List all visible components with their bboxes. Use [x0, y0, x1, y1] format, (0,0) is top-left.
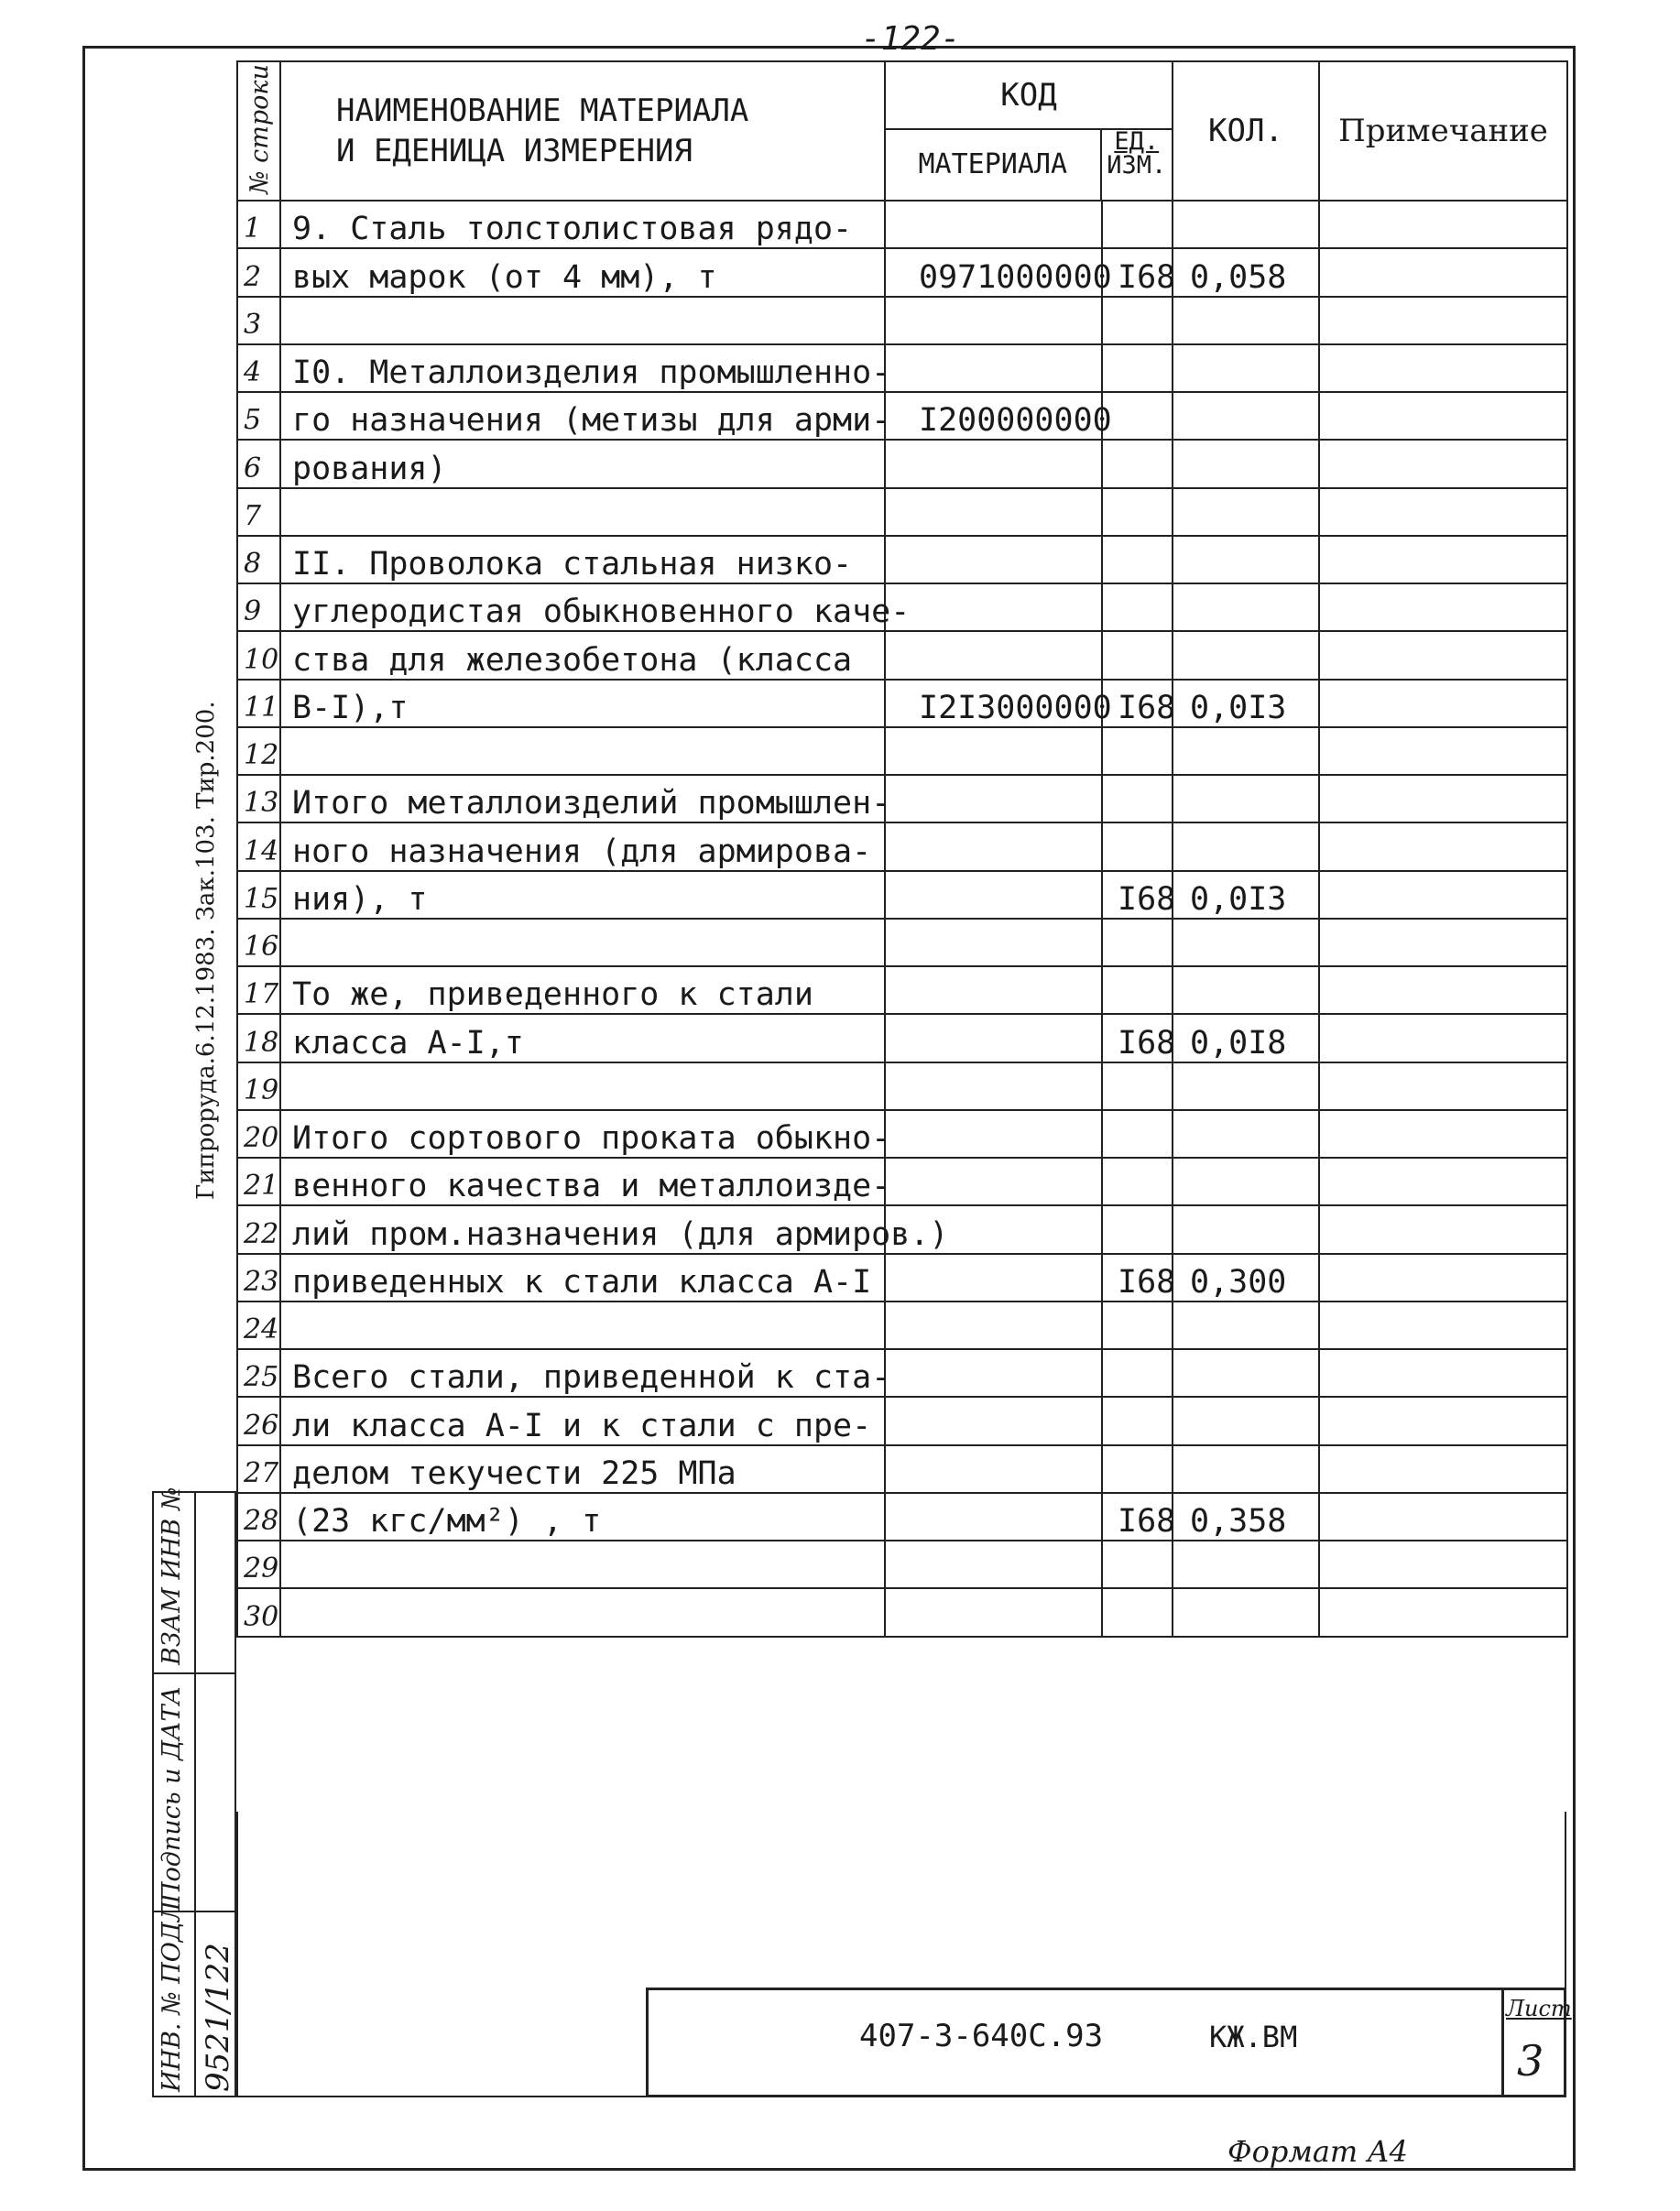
table-row — [237, 919, 1567, 966]
header-qty: КОЛ. — [1173, 61, 1319, 201]
row-number: 29 — [237, 1541, 280, 1588]
note — [1319, 1541, 1567, 1588]
material-code — [885, 822, 1102, 870]
header-row-no-label: № строки — [245, 64, 274, 194]
row-number: 11 — [237, 680, 280, 727]
note — [1319, 488, 1567, 536]
note — [1319, 392, 1567, 440]
table-row — [237, 488, 1567, 536]
material-name: го назначения (метизы для арми- — [280, 392, 885, 440]
material-code — [885, 1349, 1102, 1397]
unit-code — [1102, 297, 1173, 344]
header-material-label: МАТЕРИАЛА — [886, 130, 1102, 200]
material-code — [885, 1062, 1102, 1110]
quantity — [1173, 1349, 1319, 1397]
note — [1319, 344, 1567, 392]
quantity — [1173, 919, 1319, 966]
row-number: 12 — [237, 727, 280, 775]
sheet-label: Лист — [1506, 1996, 1572, 2021]
print-info: Гипроруда.6.12.1983. Зак.103. Тир.200. — [192, 701, 220, 1200]
material-name: То же, приведенного к стали — [280, 966, 885, 1014]
row-number: 3 — [237, 297, 280, 344]
unit-code — [1102, 966, 1173, 1014]
note — [1319, 1110, 1567, 1158]
quantity — [1173, 344, 1319, 392]
inv-value: 9521/122 — [200, 1943, 236, 2092]
unit-code — [1102, 775, 1173, 822]
material-code — [885, 1158, 1102, 1205]
material-name: ли класса А-I и к стали с пре- — [280, 1397, 885, 1444]
row-number: 30 — [237, 1588, 280, 1636]
replace-label: ВЗАМ ИНВ № — [158, 1487, 186, 1665]
header-name-line1: НАИМЕНОВАНИЕ МАТЕРИАЛА — [336, 93, 749, 129]
unit-code — [1102, 727, 1173, 775]
row-number: 27 — [237, 1445, 280, 1493]
sheet-number: 3 — [1517, 2036, 1544, 2086]
material-code — [885, 201, 1102, 248]
quantity — [1173, 1302, 1319, 1349]
header-unit-line2: ИЗМ. — [1107, 151, 1167, 180]
unit-code — [1102, 1541, 1173, 1588]
row-number: 10 — [237, 631, 280, 679]
row-number: 7 — [237, 488, 280, 536]
table-row — [237, 822, 1567, 870]
side-stamp-replace — [152, 1487, 236, 1674]
header-code — [885, 61, 1173, 201]
table-row — [237, 631, 1567, 679]
material-name: делом текучести 225 МПа — [280, 1445, 885, 1493]
unit-code: I68 — [1102, 1014, 1173, 1062]
material-code — [885, 536, 1102, 583]
note — [1319, 871, 1567, 919]
note — [1319, 775, 1567, 822]
material-name: приведенных к стали класса А-I — [280, 1254, 885, 1302]
row-number: 19 — [237, 1062, 280, 1110]
table-row — [237, 1254, 1567, 1302]
table-row — [237, 1302, 1567, 1349]
table-row — [237, 1349, 1567, 1397]
table-row — [237, 1397, 1567, 1444]
material-name: лий пром.назначения (для армиров.) — [280, 1205, 885, 1253]
note — [1319, 440, 1567, 487]
table-row — [237, 583, 1567, 631]
quantity — [1173, 1205, 1319, 1253]
quantity: 0,0I8 — [1173, 1014, 1319, 1062]
unit-code — [1102, 1302, 1173, 1349]
quantity — [1173, 775, 1319, 822]
quantity — [1173, 536, 1319, 583]
material-name: рования) — [280, 440, 885, 487]
unit-code — [1102, 440, 1173, 487]
unit-code — [1102, 1062, 1173, 1110]
row-number: 1 — [237, 201, 280, 248]
row-number: 24 — [237, 1302, 280, 1349]
row-number: 5 — [237, 392, 280, 440]
quantity: 0,358 — [1173, 1493, 1319, 1541]
quantity — [1173, 297, 1319, 344]
quantity — [1173, 440, 1319, 487]
quantity — [1173, 1062, 1319, 1110]
row-number: 18 — [237, 1014, 280, 1062]
quantity: 0,0I3 — [1173, 871, 1319, 919]
unit-code — [1102, 583, 1173, 631]
header-code-label: КОД — [886, 62, 1172, 130]
table-row — [237, 1110, 1567, 1158]
note — [1319, 201, 1567, 248]
header-row-no — [237, 61, 280, 201]
material-name — [280, 297, 885, 344]
material-code — [885, 1397, 1102, 1444]
table-row — [237, 1158, 1567, 1205]
document-mark: КЖ.ВМ — [1209, 2020, 1298, 2054]
row-number: 25 — [237, 1349, 280, 1397]
note — [1319, 1349, 1567, 1397]
material-name — [280, 1588, 885, 1636]
unit-code — [1102, 1205, 1173, 1253]
quantity — [1173, 392, 1319, 440]
material-name: (23 кгс/мм²) , т — [280, 1493, 885, 1541]
header-name — [280, 61, 885, 201]
unit-code — [1102, 392, 1173, 440]
table-row — [237, 871, 1567, 919]
material-name: Всего стали, приведенной к ста- — [280, 1349, 885, 1397]
row-number: 20 — [237, 1110, 280, 1158]
note — [1319, 1302, 1567, 1349]
table-row — [237, 727, 1567, 775]
material-name: ния), т — [280, 871, 885, 919]
unit-code — [1102, 1110, 1173, 1158]
quantity: 0,058 — [1173, 248, 1319, 296]
row-number: 8 — [237, 536, 280, 583]
table-row — [237, 1588, 1567, 1636]
material-code — [885, 488, 1102, 536]
table-header-row — [237, 61, 1567, 201]
row-number: 28 — [237, 1493, 280, 1541]
table-row — [237, 344, 1567, 392]
unit-code — [1102, 1158, 1173, 1205]
note — [1319, 248, 1567, 296]
note — [1319, 1493, 1567, 1541]
note — [1319, 583, 1567, 631]
note — [1319, 727, 1567, 775]
unit-code — [1102, 1349, 1173, 1397]
quantity — [1173, 822, 1319, 870]
row-number: 17 — [237, 966, 280, 1014]
header-note: Примечание — [1319, 61, 1567, 201]
note — [1319, 1158, 1567, 1205]
material-code — [885, 631, 1102, 679]
quantity — [1173, 583, 1319, 631]
material-name — [280, 919, 885, 966]
materials-table — [236, 60, 1568, 1638]
material-code — [885, 1254, 1102, 1302]
material-name — [280, 1062, 885, 1110]
note — [1319, 536, 1567, 583]
material-code — [885, 1014, 1102, 1062]
note — [1319, 1014, 1567, 1062]
material-name: ства для железобетона (класса — [280, 631, 885, 679]
table-row — [237, 440, 1567, 487]
format-label: Формат А4 — [1227, 2134, 1409, 2169]
material-name — [280, 1302, 885, 1349]
row-number: 22 — [237, 1205, 280, 1253]
quantity — [1173, 1541, 1319, 1588]
quantity — [1173, 1445, 1319, 1493]
material-name: углеродистая обыкновенного каче- — [280, 583, 885, 631]
row-number: 13 — [237, 775, 280, 822]
note — [1319, 631, 1567, 679]
note — [1319, 297, 1567, 344]
table-row — [237, 1493, 1567, 1541]
material-name: класса А-I,т — [280, 1014, 885, 1062]
material-name: В-I),т — [280, 680, 885, 727]
material-code — [885, 727, 1102, 775]
note — [1319, 1397, 1567, 1444]
row-number: 15 — [237, 871, 280, 919]
side-stamp-inv — [152, 1901, 236, 2097]
note — [1319, 1445, 1567, 1493]
material-code: 0971000000 — [885, 248, 1102, 296]
table-row — [237, 775, 1567, 822]
side-stamp-sign — [152, 1672, 236, 1912]
row-number: 2 — [237, 248, 280, 296]
table-row — [237, 248, 1567, 296]
unit-code — [1102, 488, 1173, 536]
note — [1319, 680, 1567, 727]
material-name: II. Проволока стальная низко- — [280, 536, 885, 583]
unit-code — [1102, 201, 1173, 248]
unit-code — [1102, 1588, 1173, 1636]
quantity — [1173, 727, 1319, 775]
table-row — [237, 536, 1567, 583]
inv-label: ИНВ. № ПОДЛ — [158, 1901, 186, 2092]
unit-code — [1102, 631, 1173, 679]
material-code — [885, 297, 1102, 344]
quantity — [1173, 1158, 1319, 1205]
unit-code — [1102, 344, 1173, 392]
row-number: 4 — [237, 344, 280, 392]
quantity: 0,0I3 — [1173, 680, 1319, 727]
unit-code — [1102, 919, 1173, 966]
unit-code — [1102, 536, 1173, 583]
table-body — [237, 61, 1567, 1637]
table-row — [237, 1205, 1567, 1253]
sign-label: Подпись и ДАТА — [158, 1686, 186, 1903]
note — [1319, 966, 1567, 1014]
material-code — [885, 871, 1102, 919]
quantity: 0,300 — [1173, 1254, 1319, 1302]
quantity — [1173, 488, 1319, 536]
unit-code: I68 — [1102, 871, 1173, 919]
unit-code — [1102, 1397, 1173, 1444]
note — [1319, 1062, 1567, 1110]
material-name: Итого сортового проката обыкно- — [280, 1110, 885, 1158]
note — [1319, 1588, 1567, 1636]
row-number: 21 — [237, 1158, 280, 1205]
note — [1319, 1205, 1567, 1253]
table-row — [237, 680, 1567, 727]
header-unit-line1: ЕД. — [1114, 127, 1160, 156]
table-row — [237, 1541, 1567, 1588]
material-code — [885, 1302, 1102, 1349]
unit-code — [1102, 822, 1173, 870]
row-number: 14 — [237, 822, 280, 870]
unit-code: I68 — [1102, 680, 1173, 727]
material-name: вых марок (от 4 мм), т — [280, 248, 885, 296]
row-number: 9 — [237, 583, 280, 631]
material-code — [885, 919, 1102, 966]
material-code — [885, 1588, 1102, 1636]
note — [1319, 822, 1567, 870]
table-row — [237, 297, 1567, 344]
material-name: венного качества и металлоизде- — [280, 1158, 885, 1205]
material-name: Итого металлоизделий промышлен- — [280, 775, 885, 822]
table-row — [237, 966, 1567, 1014]
unit-code: I68 — [1102, 248, 1173, 296]
material-code — [885, 1493, 1102, 1541]
material-code — [885, 1541, 1102, 1588]
unit-code — [1102, 1445, 1173, 1493]
quantity — [1173, 201, 1319, 248]
row-number: 26 — [237, 1397, 280, 1444]
unit-code: I68 — [1102, 1493, 1173, 1541]
quantity — [1173, 631, 1319, 679]
quantity — [1173, 966, 1319, 1014]
material-code — [885, 1110, 1102, 1158]
table-row — [237, 392, 1567, 440]
document-code: 407-3-640С.93 — [859, 2018, 1104, 2054]
material-name — [280, 727, 885, 775]
material-name: 9. Сталь толстолистовая рядо- — [280, 201, 885, 248]
material-code — [885, 440, 1102, 487]
material-code: I2I3000000 — [885, 680, 1102, 727]
table-row — [237, 1062, 1567, 1110]
material-code — [885, 1445, 1102, 1493]
table-row — [237, 1445, 1567, 1493]
quantity — [1173, 1110, 1319, 1158]
material-code — [885, 583, 1102, 631]
title-block — [646, 1988, 1572, 2097]
unit-code: I68 — [1102, 1254, 1173, 1302]
material-name: I0. Металлоизделия промышленно- — [280, 344, 885, 392]
material-code — [885, 344, 1102, 392]
material-name: ного назначения (для армирова- — [280, 822, 885, 870]
note — [1319, 1254, 1567, 1302]
material-name — [280, 1541, 885, 1588]
material-code — [885, 775, 1102, 822]
row-number: 16 — [237, 919, 280, 966]
row-number: 6 — [237, 440, 280, 487]
note — [1319, 919, 1567, 966]
quantity — [1173, 1588, 1319, 1636]
sheet-box — [1501, 1990, 1572, 2095]
page-number: -122- — [861, 20, 961, 58]
header-name-line2: И ЕДЕНИЦА ИЗМЕРЕНИЯ — [336, 133, 693, 169]
material-code — [885, 966, 1102, 1014]
quantity — [1173, 1397, 1319, 1444]
table-row — [237, 1014, 1567, 1062]
table-row — [237, 201, 1567, 248]
row-number: 23 — [237, 1254, 280, 1302]
material-name — [280, 488, 885, 536]
material-code: I200000000 — [885, 392, 1102, 440]
